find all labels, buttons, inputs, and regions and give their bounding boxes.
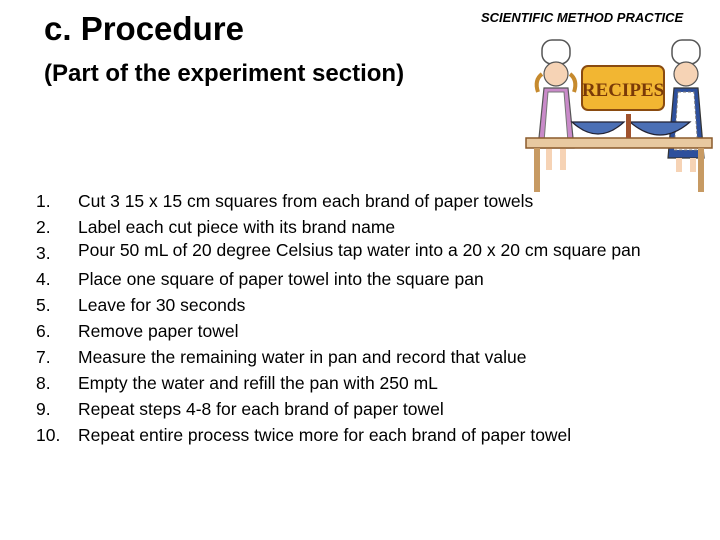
procedure-steps-list bbox=[36, 188, 676, 448]
procedure-step: 1. Cut 3 15 x 15 cm squares from each brand of paper towels bbox=[36, 191, 534, 211]
slide-title: c. Procedure bbox=[44, 10, 244, 47]
kitchen-table bbox=[526, 138, 712, 192]
procedure-step: 9. Repeat steps 4-8 for each brand of paper towel bbox=[36, 399, 444, 419]
procedure-step: 10. Repeat entire process twice more for each brand of paper towel bbox=[36, 425, 572, 445]
procedure-step: 5. Leave for 30 seconds bbox=[36, 295, 246, 315]
left-chef-figure bbox=[537, 40, 576, 170]
recipes-sign bbox=[582, 66, 664, 110]
procedure-step: 6. Remove paper towel bbox=[36, 321, 239, 341]
header-tag: SCIENTIFIC METHOD PRACTICE bbox=[481, 10, 684, 25]
recipes-sign-text: RECIPES bbox=[581, 80, 665, 101]
procedure-step: 8. Empty the water and refill the pan with 250 mL bbox=[36, 373, 438, 393]
procedure-step: 2. Label each cut piece with its brand name bbox=[36, 217, 396, 237]
procedure-step: 4. Place one square of paper towel into the square pan bbox=[36, 269, 484, 289]
chefs-recipes-illustration bbox=[520, 30, 718, 196]
procedure-step: 3. Pour 50 mL of 20 degree Celsius tap water into a 20 x 20 cm square pan bbox=[36, 240, 641, 263]
slide-subtitle: (Part of the experiment section) bbox=[44, 60, 405, 87]
procedure-step: 7. Measure the remaining water in pan and record that value bbox=[36, 347, 527, 367]
